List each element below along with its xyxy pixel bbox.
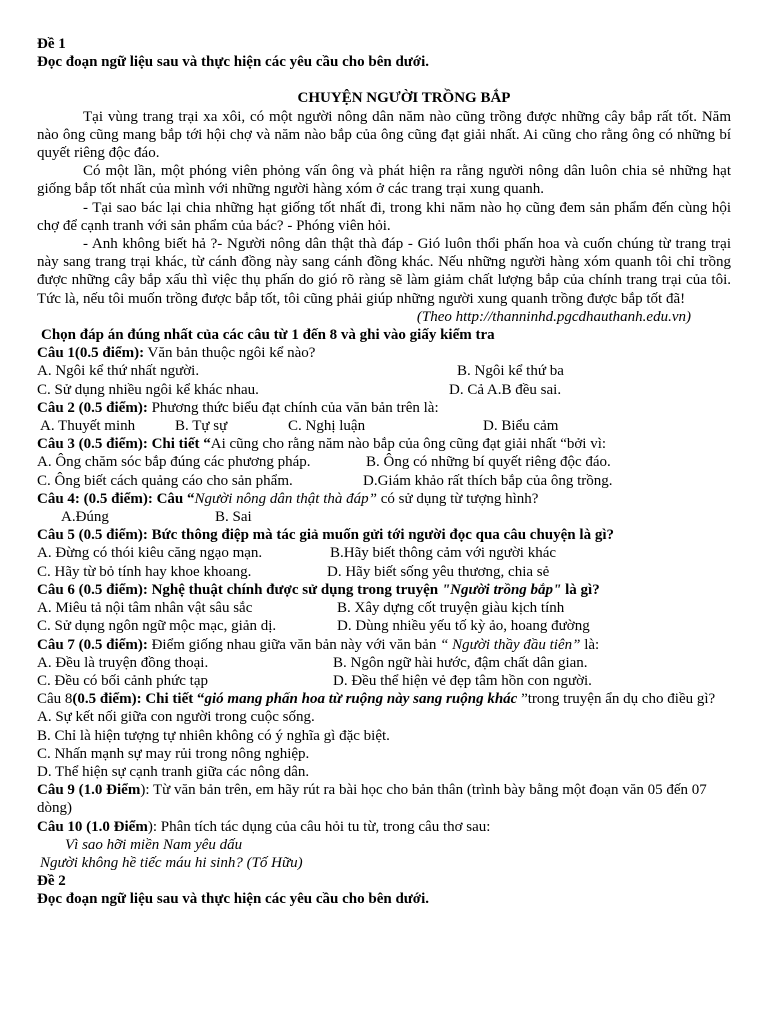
section-heading: Chọn đáp án đúng nhất của các câu từ 1 đến 8 và ghi vào giấy kiểm tra bbox=[41, 327, 495, 344]
question-4-option-b: B. Sai bbox=[215, 509, 252, 526]
question-6-quote: "Người trồng bắp" bbox=[441, 581, 562, 598]
question-6-options-row-1 bbox=[37, 599, 731, 617]
question-10-label: Câu 10 (1.0 Điểm bbox=[37, 818, 148, 835]
question-1-option-c: C. Sử dụng nhiều ngôi kể khác nhau. bbox=[37, 381, 259, 398]
question-1-option-d: D. Cả A.B đều sai. bbox=[449, 381, 562, 398]
story-paragraph-3: - Tại sao bác lại chia những hạt giống tốt nhất đi, trong khi năm nào họ cũng đem sản phẩm đến cùng hội chợ để cạnh tranh với sản phẩm của bác? - Phóng viên hỏi. bbox=[37, 199, 731, 234]
question-10-text: ): Phân tích tác dụng của câu hỏi tu từ, trong câu thơ sau: bbox=[147, 818, 491, 835]
question-8 bbox=[37, 690, 731, 708]
exam-2-instruction: Đọc đoạn ngữ liệu sau và thực hiện các yêu cầu cho bên dưới. bbox=[37, 891, 430, 908]
question-7-end: là: bbox=[580, 636, 600, 653]
question-2-option-b: B. Tự sự bbox=[175, 418, 228, 435]
question-4-text: có sử dụng từ tượng hình? bbox=[376, 490, 539, 507]
question-2-option-d: D. Biểu cảm bbox=[483, 418, 559, 435]
question-9 bbox=[37, 781, 731, 817]
question-7-options-row-1 bbox=[37, 654, 731, 672]
question-6-options-row-2 bbox=[37, 617, 731, 635]
question-1-options-row-2 bbox=[37, 381, 731, 399]
question-4-options bbox=[37, 508, 731, 526]
question-8-option-a: A. Sự kết nối giữa con người trong cuộc sống. bbox=[37, 709, 315, 726]
question-1-label: Câu 1(0.5 điểm): bbox=[37, 345, 145, 362]
question-8-prefix: Câu 8 bbox=[37, 691, 73, 708]
story-source: (Theo http://thanninhd.pgcdhauthanh.edu.vn) bbox=[416, 308, 691, 325]
question-8-quote: gió mang phấn hoa từ ruộng này sang ruộng khác bbox=[204, 691, 518, 708]
question-6-option-b: B. Xây dựng cốt truyện giàu kịch tính bbox=[337, 600, 565, 617]
question-3-options-row-1 bbox=[37, 453, 731, 471]
question-6-option-c: C. Sử dụng ngôn ngữ mộc mạc, giản dị. bbox=[37, 618, 277, 635]
question-7-option-b: B. Ngôn ngữ hài hước, đậm chất dân gian. bbox=[333, 654, 588, 671]
question-2-options bbox=[37, 417, 731, 435]
exam-1-label: Đề 1 bbox=[37, 36, 66, 52]
question-10 bbox=[37, 818, 731, 836]
question-2-option-a: A. Thuyết minh bbox=[40, 418, 136, 435]
question-8-label: (0.5 điểm): Chi tiết “ bbox=[72, 691, 205, 708]
question-4-label: Câu 4: (0.5 điểm): Câu “ bbox=[37, 490, 195, 507]
question-7 bbox=[37, 636, 731, 654]
story-paragraph-1: Tại vùng trang trại xa xôi, có một người nông dân năm nào cũng trồng được những cây bắp rất tốt. Năm nào ông cũng mang bắp tới hội chợ và năm nào bắp của ông cũng đạt giải nhất. Ai cũng cho rằng ông có những bí quyết riêng độc đáo. bbox=[37, 108, 731, 162]
question-5-option-a: A. Đừng có thói kiêu căng ngạo mạn. bbox=[37, 545, 263, 562]
question-5-option-c: C. Hãy từ bỏ tính hay khoe khoang. bbox=[37, 563, 252, 580]
question-2-label: Câu 2 (0.5 điểm): bbox=[37, 399, 148, 416]
question-2-text: Phương thức biểu đạt chính của văn bản trên là: bbox=[147, 399, 439, 416]
question-3-option-a: A. Ông chăm sóc bắp đúng các phương pháp. bbox=[37, 454, 311, 471]
question-4 bbox=[37, 490, 731, 508]
question-7-options-row-2 bbox=[37, 672, 731, 690]
question-6-option-d: D. Dùng nhiều yếu tố kỳ ảo, hoang đường bbox=[337, 618, 590, 635]
question-5-options-row-2 bbox=[37, 563, 731, 581]
question-3-options-row-2 bbox=[37, 472, 731, 490]
question-1-option-b: B. Ngôi kể thứ ba bbox=[457, 363, 564, 380]
question-6-label: Câu 6 (0.5 điểm): Nghệ thuật chính được sử dụng trong truyện bbox=[37, 581, 442, 598]
exam-1-instruction: Đọc đoạn ngữ liệu sau và thực hiện các yêu cầu cho bên dưới. bbox=[37, 54, 430, 71]
question-8-option-d: D. Thể hiện sự cạnh tranh giữa các nông dân. bbox=[37, 763, 310, 780]
question-3 bbox=[37, 435, 731, 453]
question-3-label: Câu 3 (0.5 điểm): Chi tiết “ bbox=[37, 436, 211, 453]
question-1-text: Văn bản thuộc ngôi kể nào? bbox=[144, 345, 316, 362]
question-5: Câu 5 (0.5 điểm): Bức thông điệp mà tác giả muốn gửi tới người đọc qua câu chuyện là gì? bbox=[37, 527, 614, 544]
question-6-text: là gì? bbox=[561, 581, 600, 598]
question-4-quote: Người nông dân thật thà đáp” bbox=[194, 490, 377, 507]
question-8-text: ”trong truyện ẩn dụ cho điều gì? bbox=[517, 691, 716, 708]
story-paragraph-4: - Anh không biết hả ?- Người nông dân thật thà đáp - Gió luôn thổi phấn hoa và cuốn chúng từ trang trại này sang trang trại khác, từ cánh đồng này sang cánh đồng khác. Nếu những người hàng xóm quanh tôi chỉ trồng được những cây bắp xấu thì việc thụ phấn do gió rõ ràng sẽ làm giảm chất lượng bắp của chính trang trại của tôi. Tức là, nếu tôi muốn trồng được bắp tốt, tôi cũng phải giúp những người xung quanh trồng được bắp tốt đã! bbox=[37, 236, 731, 307]
question-8-option-b: B. Chỉ là hiện tượng tự nhiên không có ý nghĩa gì đặc biệt. bbox=[37, 727, 390, 744]
story-paragraph-2: Có một lần, một phóng viên phỏng vấn ông và phát hiện ra rằng người nông dân luôn chia sẻ những hạt giống bắp tốt nhất của mình với những người hàng xóm ở các trang trại xung quanh. bbox=[37, 163, 731, 198]
question-1-options-row-1 bbox=[37, 362, 731, 380]
question-3-option-b: B. Ông có những bí quyết riêng độc đáo. bbox=[366, 454, 611, 471]
question-7-text: Điểm giống nhau giữa văn bản này với văn bản bbox=[147, 636, 441, 653]
question-1-option-a: A. Ngôi kể thứ nhất người. bbox=[37, 363, 200, 380]
question-9-text: ): Từ văn bản trên, em hãy rút ra bài học cho bản thân (trình bày bằng một đoạn văn 05 đến 07 dòng) bbox=[37, 782, 707, 817]
question-4-option-a: A.Đúng bbox=[61, 509, 109, 526]
poem-line-1: Vì sao hỡi miền Nam yêu dấu bbox=[65, 836, 243, 853]
question-7-quote: “ Người thầy đầu tiên” bbox=[440, 636, 581, 653]
question-2 bbox=[37, 399, 731, 417]
question-3-text: Ai cũng cho rằng năm nào bắp của ông cũng đạt giải nhất “bởi vì: bbox=[210, 436, 607, 453]
question-6-option-a: A. Miêu tả nội tâm nhân vật sâu sắc bbox=[37, 600, 253, 617]
question-1 bbox=[37, 344, 731, 362]
poem-line-2: Người không hề tiếc máu hi sinh? (Tố Hữu) bbox=[40, 854, 303, 871]
question-8-option-c: C. Nhấn mạnh sự may rủi trong nông nghiệp. bbox=[37, 745, 310, 762]
question-5-options-row-1 bbox=[37, 544, 731, 562]
question-3-option-d: D.Giám khảo rất thích bắp của ông trồng. bbox=[363, 472, 613, 489]
question-9-label: Câu 9 (1.0 Điểm bbox=[37, 782, 141, 799]
question-3-option-c: C. Ông biết cách quảng cáo cho sản phẩm. bbox=[37, 472, 293, 489]
question-7-option-c: C. Đều có bối cảnh phức tạp bbox=[37, 672, 208, 689]
question-7-label: Câu 7 (0.5 điểm): bbox=[37, 636, 148, 653]
exam-2-label: Đề 2 bbox=[37, 873, 66, 890]
question-5-option-d: D. Hãy biết sống yêu thương, chia sẻ bbox=[327, 563, 550, 580]
question-7-option-a: A. Đều là truyện đồng thoại. bbox=[37, 654, 209, 671]
question-2-option-c: C. Nghị luận bbox=[288, 418, 366, 435]
question-7-option-d: D. Đều thể hiện vẻ đẹp tâm hồn con người. bbox=[333, 672, 592, 689]
question-5-option-b: B.Hãy biết thông cảm với người khác bbox=[330, 545, 557, 562]
question-6 bbox=[37, 581, 731, 599]
story-title: CHUYỆN NGƯỜI TRỒNG BẮP bbox=[297, 90, 511, 107]
